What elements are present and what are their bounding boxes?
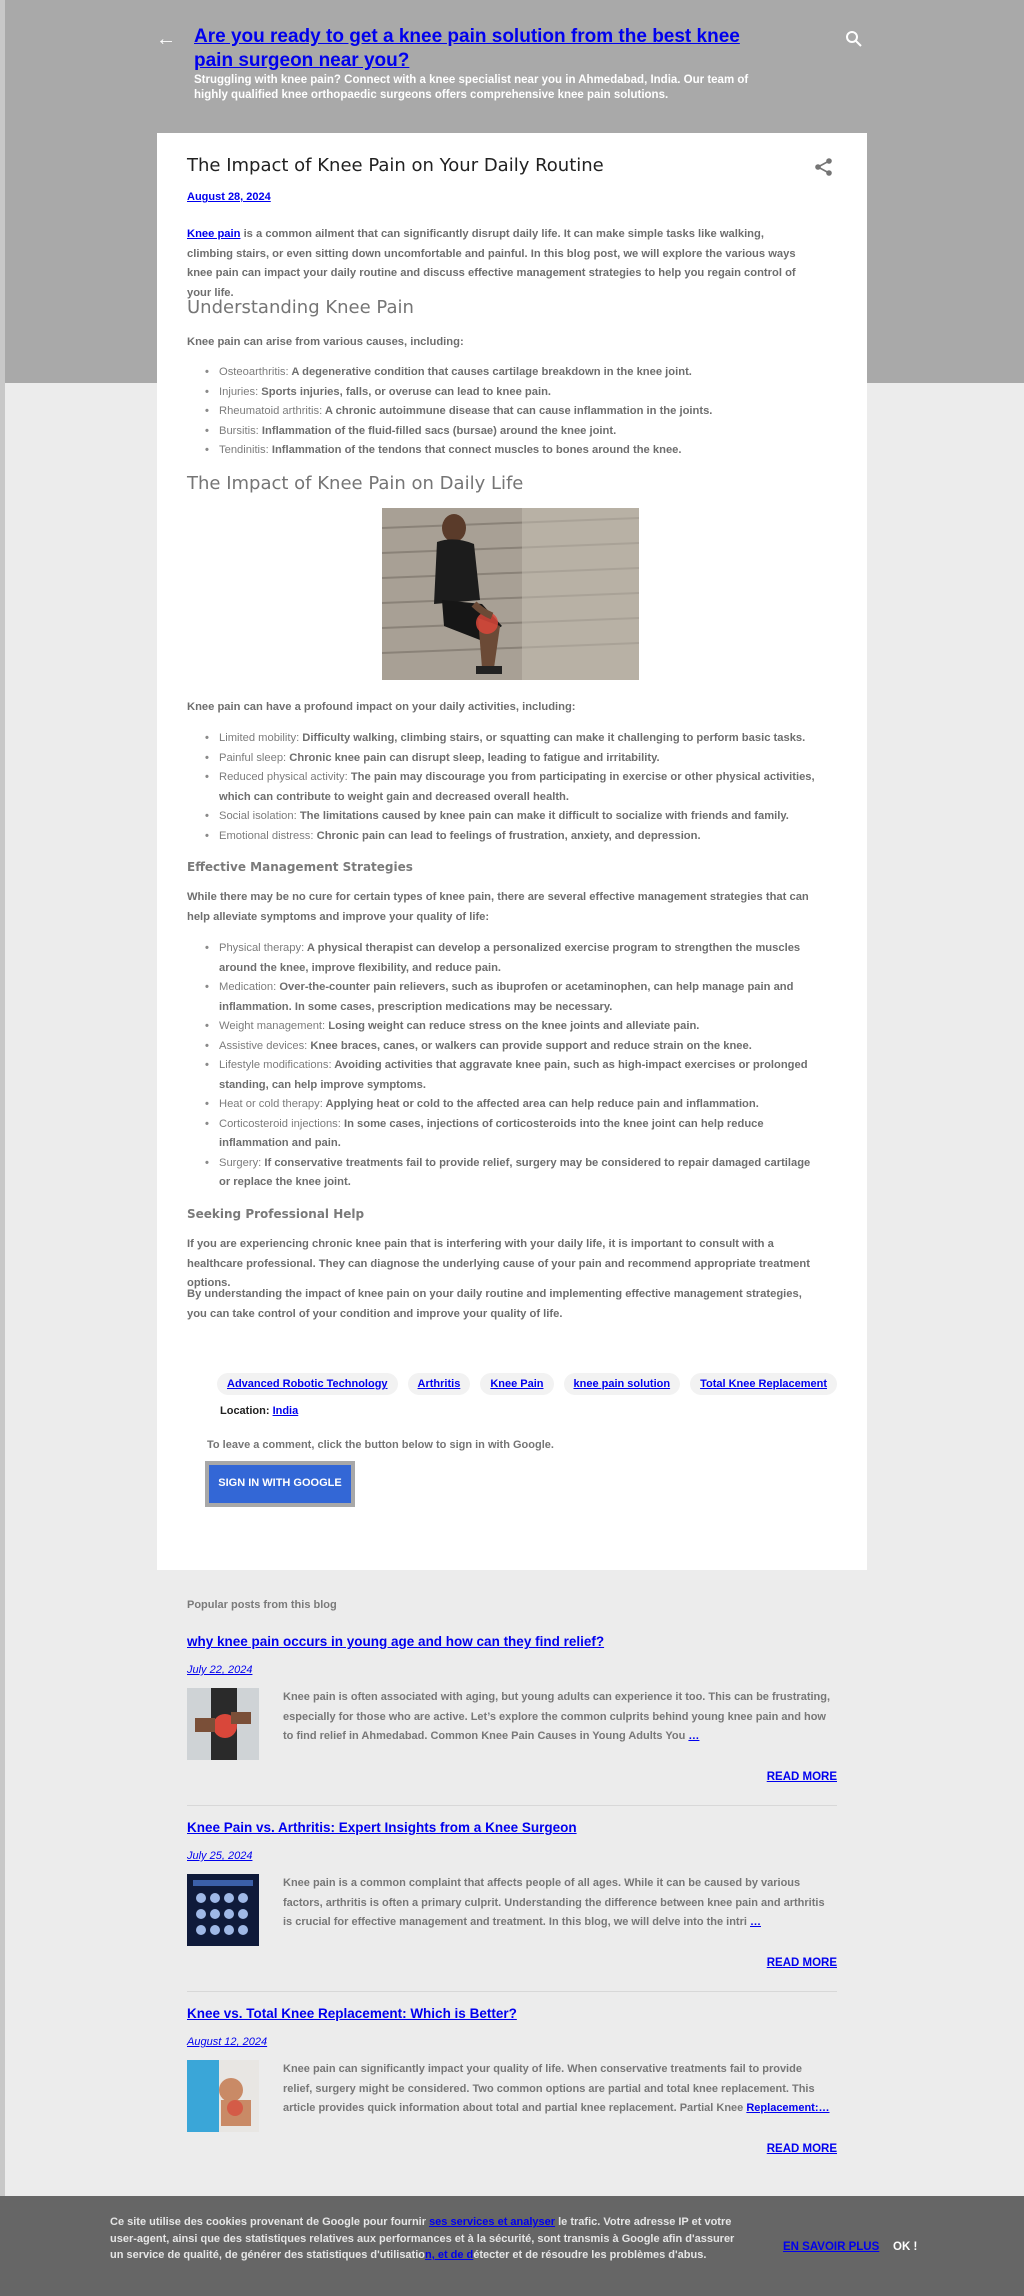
- impacts-list: [187, 729, 817, 846]
- popular-post-date[interactable]: July 25, 2024: [187, 1850, 253, 1862]
- post-card: [157, 133, 867, 1570]
- list-item: • Social isolation: The limitations caused by knee pain can make it difficult to socialize with friends and family.: [187, 807, 817, 827]
- read-more-link[interactable]: READ MORE: [766, 1771, 837, 1783]
- post-location: [220, 1405, 298, 1417]
- popular-post-thumbnail[interactable]: [187, 2060, 259, 2132]
- popular-posts-label: Popular posts from this blog: [187, 1599, 337, 1611]
- list-item: • Reduced physical activity: The pain may discourage you from participating in exercise or other physical activities, which can contribute to weight gain and decreased overall health.: [187, 768, 817, 807]
- cookie-consent-bar: [0, 2196, 1024, 2296]
- list-item: • Osteoarthritis: A degenerative condition that causes cartilage breakdown in the knee joint.: [187, 363, 807, 383]
- list-item: • Corticosteroid injections: In some cases, injections of corticosteroids into the knee joint can help reduce inflammation and pain.: [187, 1115, 817, 1154]
- label-chip[interactable]: Arthritis: [408, 1373, 471, 1395]
- sign-in-with-google-button[interactable]: SIGN IN WITH GOOGLE: [205, 1461, 355, 1507]
- list-item: • Rheumatoid arthritis: A chronic autoimmune disease that can cause inflammation in the joints.: [187, 402, 807, 422]
- snippet-more-link[interactable]: …: [750, 1916, 761, 1928]
- list-item: • Medication: Over-the-counter pain relievers, such as ibuprofen or acetaminophen, can help manage pain and inflammation. In some cases, prescription medications may be necessary.: [187, 978, 817, 1017]
- list-item: • Limited mobility: Difficulty walking, climbing stairs, or squatting can make it challenging to perform basic tasks.: [187, 729, 817, 749]
- popular-post-thumbnail[interactable]: [187, 1874, 259, 1946]
- heading-help: Seeking Professional Help: [187, 1207, 365, 1221]
- list-item: • Painful sleep: Chronic knee pain can disrupt sleep, leading to fatigue and irritability.: [187, 749, 817, 769]
- help-paragraph-1: If you are experiencing chronic knee pain that is interfering with your daily life, it is important to consult with a healthcare professional. They can diagnose the underlying cause of your pain and recommend appropriate treatment options.: [187, 1238, 810, 1289]
- popular-post-title[interactable]: Knee vs. Total Knee Replacement: Which is Better?: [187, 2006, 517, 2021]
- list-item: • Surgery: If conservative treatments fail to provide relief, surgery may be considered to repair damaged cartilage or replace the knee joint.: [187, 1154, 817, 1193]
- popular-post-snippet: Knee pain can significantly impact your quality of life. When conservative treatments fail to provide relief, surgery might be considered. Two common options are partial and total knee replacement. This article provides quick information about total and partial knee replacement. Partial Knee Replacement:…: [283, 2063, 830, 2114]
- cookie-services-link[interactable]: ses services et analyser: [429, 2216, 556, 2228]
- impact-intro: Knee pain can have a profound impact on your daily activities, including:: [187, 701, 576, 713]
- snippet-more-link[interactable]: …: [818, 2102, 830, 2114]
- heading-understanding: Understanding Knee Pain: [187, 297, 414, 318]
- knee-pain-photo: [382, 508, 639, 680]
- cookie-stats-link[interactable]: n, et de d: [425, 2249, 474, 2261]
- list-item: • Heat or cold therapy: Applying heat or cold to the affected area can help reduce pain and inflammation.: [187, 1095, 817, 1115]
- cookie-notice-text: Ce site utilise des cookies provenant de Google pour fournir ses services et analyser le trafic. Votre adresse IP et votre user-agent, ainsi que des statistiques relatives aux performances et à la sécurité, sont transmis à Google afin d'assurer un service de qualité, de générer des statistiques d'utilisation, et de détecter et de résoudre les problèmes d'abus.: [110, 2216, 735, 2261]
- popular-post-snippet: Knee pain is often associated with aging, but young adults can experience it too. This can be frustrating, especially for those who are active. Let’s explore the common culprits behind young knee pain and how to find relief in Ahmedabad. Common Knee Pain Causes in Young Adults You …: [283, 1691, 831, 1742]
- share-icon[interactable]: [814, 157, 834, 177]
- causes-list: [187, 363, 807, 461]
- ok-button[interactable]: OK !: [893, 2241, 918, 2253]
- post-title: The Impact of Knee Pain on Your Daily Routine: [187, 155, 604, 176]
- label-chip[interactable]: Knee Pain: [480, 1373, 553, 1395]
- location-label: Location:: [220, 1405, 270, 1417]
- list-item: • Lifestyle modifications: Avoiding activities that aggravate knee pain, such as high-impact exercises or prolonged standing, can help improve symptoms.: [187, 1056, 817, 1095]
- post-labels: [217, 1373, 837, 1395]
- popular-post: [187, 1819, 837, 1969]
- list-item: • Bursitis: Inflammation of the fluid-filled sacs (bursae) around the knee joint.: [187, 422, 807, 442]
- blog-title-link[interactable]: Are you ready to get a knee pain solution from the best knee pain surgeon near you?: [194, 26, 740, 71]
- divider: [187, 1991, 837, 1992]
- heading-impact: The Impact of Knee Pain on Daily Life: [187, 473, 524, 494]
- list-item: • Emotional distress: Chronic pain can lead to feelings of frustration, anxiety, and depression.: [187, 827, 817, 847]
- popular-post: [187, 1633, 837, 1783]
- causes-intro: Knee pain can arise from various causes, including:: [187, 336, 464, 348]
- help-paragraph-2: By understanding the impact of knee pain on your daily routine and implementing effective management strategies, you can take control of your condition and improve your quality of life.: [187, 1288, 802, 1320]
- popular-post-title[interactable]: Knee Pain vs. Arthritis: Expert Insights from a Knee Surgeon: [187, 1820, 577, 1835]
- popular-post: [187, 2005, 837, 2155]
- comment-note: To leave a comment, click the button below to sign in with Google.: [207, 1439, 554, 1451]
- arrow-left-icon[interactable]: ←: [156, 28, 176, 50]
- intro-paragraph: [187, 225, 812, 303]
- snippet-link[interactable]: Replacement:: [746, 2102, 819, 2114]
- location-link[interactable]: India: [272, 1405, 299, 1417]
- list-item: • Weight management: Losing weight can reduce stress on the knee joints and alleviate pain.: [187, 1017, 817, 1037]
- list-item: • Tendinitis: Inflammation of the tendons that connect muscles to bones around the knee.: [187, 441, 807, 461]
- intro-text: is a common ailment that can significantly disrupt daily life. It can make simple tasks like walking, climbing stairs, or even sitting down uncomfortable and painful. In this blog post, we will explore the various ways knee pain can impact your daily routine and discuss effective management strategies to help you regain control of your life.: [187, 228, 796, 299]
- popular-post-date[interactable]: August 12, 2024: [187, 2036, 268, 2048]
- knee-pain-link[interactable]: Knee pain: [187, 228, 241, 240]
- list-item: • Assistive devices: Knee braces, canes, or walkers can provide support and reduce strain on the knee.: [187, 1037, 817, 1057]
- post-date-link[interactable]: August 28, 2024: [187, 191, 271, 203]
- learn-more-button[interactable]: EN SAVOIR PLUS: [783, 2241, 880, 2253]
- divider: [187, 1805, 837, 1806]
- popular-post-date[interactable]: July 22, 2024: [187, 1664, 253, 1676]
- popular-post-snippet: Knee pain is a common complaint that affects people of all ages. While it can be caused by various factors, arthritis is often a primary culprit. Understanding the difference between knee pain and arthritis is crucial for effective management and treatment. In this blog, we will delve into the intri …: [283, 1877, 825, 1928]
- strategies-list: [187, 939, 817, 1193]
- read-more-link[interactable]: READ MORE: [766, 1957, 837, 1969]
- label-chip[interactable]: Total Knee Replacement: [690, 1373, 837, 1395]
- read-more-link[interactable]: READ MORE: [766, 2143, 837, 2155]
- left-edge-bar: [0, 0, 5, 2296]
- list-item: • Injuries: Sports injuries, falls, or overuse can lead to knee pain.: [187, 383, 807, 403]
- popular-post-thumbnail[interactable]: [187, 1688, 259, 1760]
- search-icon[interactable]: [845, 30, 867, 52]
- popular-post-title[interactable]: why knee pain occurs in young age and how can they find relief?: [187, 1634, 605, 1649]
- snippet-more-link[interactable]: …: [688, 1730, 700, 1742]
- blog-description: Struggling with knee pain? Connect with a knee specialist near you in Ahmedabad, India. Our team of highly qualified knee orthopaedic surgeons offers comprehensive knee pain solutions.: [194, 74, 749, 101]
- label-chip[interactable]: knee pain solution: [564, 1373, 681, 1395]
- management-intro: While there may be no cure for certain types of knee pain, there are several effective management strategies that can help alleviate symptoms and improve your quality of life:: [187, 891, 809, 923]
- list-item: • Physical therapy: A physical therapist can develop a personalized exercise program to strengthen the muscles around the knee, improve flexibility, and reduce pain.: [187, 939, 817, 978]
- heading-management: Effective Management Strategies: [187, 860, 413, 874]
- label-chip[interactable]: Advanced Robotic Technology: [217, 1373, 398, 1395]
